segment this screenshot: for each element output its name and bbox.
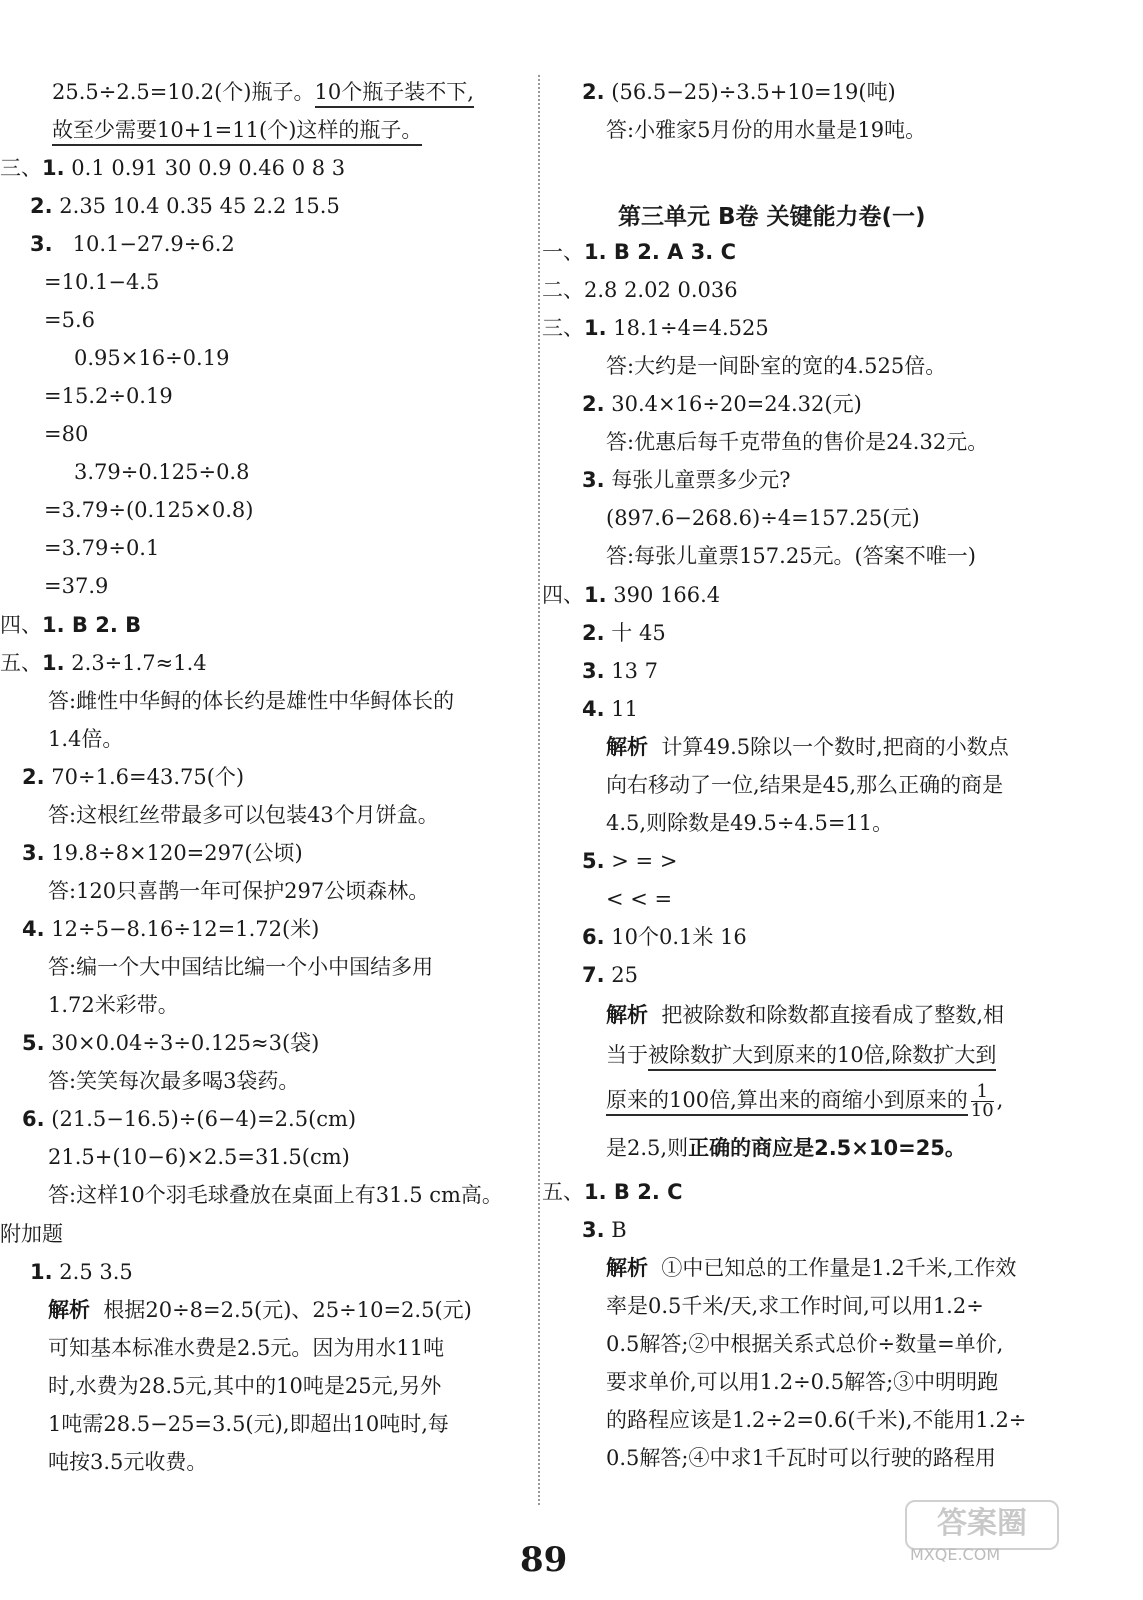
answer-line: 4. 11 bbox=[582, 697, 639, 721]
analysis-line: 解析 计算49.5除以一个数时,把商的小数点 bbox=[606, 735, 1009, 759]
answer-line: 2. 十 45 bbox=[582, 621, 666, 645]
answer-line: 2. 2.35 10.4 0.35 45 2.2 15.5 bbox=[30, 194, 340, 218]
unit-title: 第三单元 B卷 关键能力卷(一) bbox=[618, 204, 926, 230]
answer-line: 1.72米彩带。 bbox=[48, 993, 179, 1017]
calc-line: 3.79÷0.125÷0.8 bbox=[74, 460, 250, 484]
analysis-line: 解析 把被除数和除数都直接看成了整数,相 bbox=[606, 1003, 1005, 1027]
answer-line: 答:每张儿童票157.25元。(答案不唯一) bbox=[606, 544, 976, 568]
calc-line: =3.79÷0.1 bbox=[44, 536, 160, 560]
fraction: $\frac{1}{10}$ bbox=[970, 1081, 994, 1121]
section-2: 二、2.8 2.02 0.036 bbox=[542, 278, 738, 302]
analysis-line: 时,水费为28.5元,其中的10吨是25元,另外 bbox=[48, 1374, 442, 1398]
answer-line: 3. 13 7 bbox=[582, 659, 659, 683]
watermark-seal: 答案圈 bbox=[905, 1500, 1059, 1550]
answer-line: 答:笑笑每次最多喝3袋药。 bbox=[48, 1069, 300, 1093]
analysis-line: 当于被除数扩大到原来的10倍,除数扩大到 bbox=[606, 1041, 996, 1069]
analysis-line: 可知基本标准水费是2.5元。因为用水11吨 bbox=[48, 1336, 445, 1360]
analysis-line: 是2.5,则正确的商应是2.5×10=25。 bbox=[606, 1136, 966, 1160]
answer-line: 5. 30×0.04÷3÷0.125≈3(袋) bbox=[22, 1031, 320, 1055]
answer-line: 6. (21.5−16.5)÷(6−4)=2.5(cm) bbox=[22, 1107, 357, 1131]
answer-line: 答:雌性中华鲟的体长约是雄性中华鲟体长的 bbox=[48, 689, 455, 713]
watermark-text: MXQE.COM bbox=[910, 1545, 1001, 1564]
analysis-line: 向右移动了一位,结果是45,那么正确的商是 bbox=[606, 773, 1004, 797]
answer-line: 答:这样10个羽毛球叠放在桌面上有31.5 cm高。 bbox=[48, 1183, 503, 1207]
section-5: 五、1. B 2. C bbox=[542, 1180, 683, 1204]
answer-line: 3. 19.8÷8×120=297(公顷) bbox=[22, 841, 303, 865]
answer-line: 5. > = > bbox=[582, 849, 678, 873]
answer-line: (897.6−268.6)÷4=157.25(元) bbox=[606, 506, 920, 530]
answer-line: 答:编一个大中国结比编一个小中国结多用 bbox=[48, 955, 434, 979]
answer-line: 7. 25 bbox=[582, 963, 639, 987]
answer-line: 6. 10个0.1米 16 bbox=[582, 925, 747, 949]
extra-section-title: 附加题 bbox=[0, 1222, 63, 1246]
section-4: 四、1. 390 166.4 bbox=[542, 583, 721, 607]
page-number: 89 bbox=[520, 1540, 568, 1580]
text-line: 25.5÷2.5=10.2(个)瓶子。10个瓶子装不下, bbox=[52, 78, 474, 106]
answer-line: 答:120只喜鹊一年可保护297公顷森林。 bbox=[48, 879, 430, 903]
analysis-line: 的路程应该是1.2÷2=0.6(千米),不能用1.2÷ bbox=[606, 1408, 1027, 1432]
calc-line: =15.2÷0.19 bbox=[44, 384, 173, 408]
answer-line: 答:优惠后每千克带鱼的售价是24.32元。 bbox=[606, 430, 989, 454]
section-5: 五、1. 2.3÷1.7≈1.4 bbox=[0, 651, 207, 675]
answer-line: < < = bbox=[606, 887, 673, 911]
analysis-line: 要求单价,可以用1.2÷0.5解答;③中明明跑 bbox=[606, 1370, 999, 1394]
section-1: 一、1. B 2. A 3. C bbox=[542, 240, 736, 264]
analysis-line: 率是0.5千米/天,求工作时间,可以用1.2÷ bbox=[606, 1294, 984, 1318]
answer-line: 2. 70÷1.6=43.75(个) bbox=[22, 765, 245, 789]
analysis-line: 0.5解答;④中求1千瓦时可以行驶的路程用 bbox=[606, 1446, 996, 1470]
answer-line: 1.4倍。 bbox=[48, 727, 124, 751]
analysis-line: 1吨需28.5−25=3.5(元),即超出10吨时,每 bbox=[48, 1412, 449, 1436]
calc-line: =37.9 bbox=[44, 574, 109, 598]
section-4: 四、1. B 2. B bbox=[0, 613, 142, 637]
calc-line: =5.6 bbox=[44, 308, 95, 332]
section-3: 三、1. 18.1÷4=4.525 bbox=[542, 316, 769, 340]
answer-line: 答:这根红丝带最多可以包装43个月饼盒。 bbox=[48, 803, 439, 827]
answer-line: 21.5+(10−6)×2.5=31.5(cm) bbox=[48, 1145, 350, 1169]
section-3: 三、1. 0.1 0.91 30 0.9 0.46 0 8 3 bbox=[0, 156, 346, 180]
answer-line: 4. 12÷5−8.16÷12=1.72(米) bbox=[22, 917, 320, 941]
answer-line: 答:小雅家5月份的用水量是19吨。 bbox=[606, 118, 927, 142]
analysis-line: 吨按3.5元收费。 bbox=[48, 1450, 208, 1474]
calc-line: =3.79÷(0.125×0.8) bbox=[44, 498, 254, 522]
answer-line: 3. 每张儿童票多少元? bbox=[582, 468, 791, 492]
answer-line: 1. 2.5 3.5 bbox=[30, 1260, 133, 1284]
answer-line: 3. B bbox=[582, 1218, 627, 1242]
answer-line: 3. 10.1−27.9÷6.2 bbox=[30, 232, 235, 256]
analysis-line: 解析 ①中已知总的工作量是1.2千米,工作效 bbox=[606, 1256, 1017, 1280]
calc-line: 0.95×16÷0.19 bbox=[74, 346, 230, 370]
text-line: 故至少需要10+1=11(个)这样的瓶子。 bbox=[52, 116, 422, 144]
analysis-line: 解析 根据20÷8=2.5(元)、25÷10=2.5(元) bbox=[48, 1298, 472, 1322]
column-divider bbox=[538, 75, 540, 1505]
analysis-line: 原来的100倍,算出来的商缩小到原来的 $\frac{1}{10}$ , bbox=[606, 1081, 1004, 1121]
calc-line: =10.1−4.5 bbox=[44, 270, 160, 294]
analysis-line: 0.5解答;②中根据关系式总价÷数量=单价, bbox=[606, 1332, 1004, 1356]
answer-line: 答:大约是一间卧室的宽的4.525倍。 bbox=[606, 354, 947, 378]
answer-line: 2. (56.5−25)÷3.5+10=19(吨) bbox=[582, 80, 896, 104]
answer-line: 2. 30.4×16÷20=24.32(元) bbox=[582, 392, 862, 416]
analysis-line: 4.5,则除数是49.5÷4.5=11。 bbox=[606, 811, 894, 835]
calc-line: =80 bbox=[44, 422, 89, 446]
